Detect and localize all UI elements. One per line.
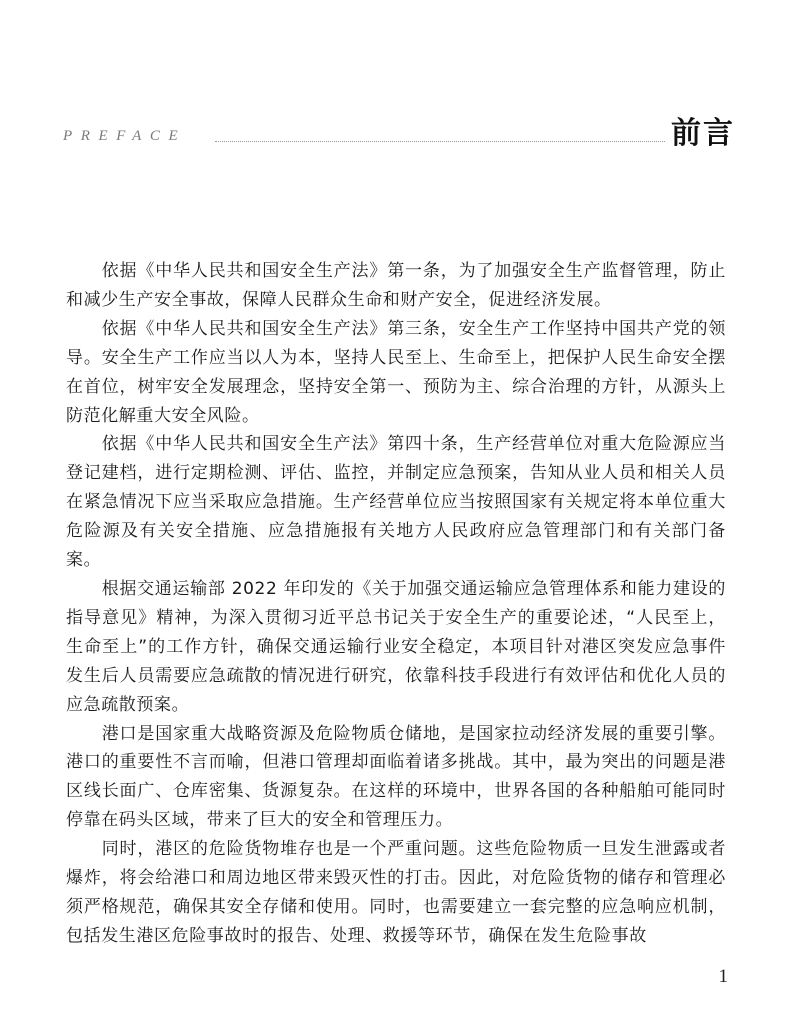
paragraph-5: 港口是国家重大战略资源及危险物质仓储地，是国家拉动经济发展的重要引擎。港口的重要性不言而喻，但港口管理却面临着诸多挑战。其中，最为突出的问题是港区线长面广、仓库密集、货源复杂。在这样的环境中，世界各国的各种船舶可能同时停靠在码头区域，带来了巨大的安全和管理压力。	[66, 723, 726, 831]
preface-body	[66, 257, 726, 951]
page-number: 1	[718, 966, 728, 987]
paragraph-1: 依据《中华人民共和国安全生产法》第一条，为了加强安全生产监督管理，防止和减少生产安全事故，保障人民群众生命和财产安全，促进经济发展。	[66, 261, 726, 310]
paragraph-4: 根据交通运输部 2022 年印发的《关于加强交通运输应急管理体系和能力建设的指导意见》精神，为深入贯彻习近平总书记关于安全生产的重要论述，“人民至上，生命至上”的工作方针，确保交通运输行业安全稳定，本项目针对港区突发应急事件发生后人员需要应急疏散的情况进行研究，依靠科技手段进行有效评估和优化人员的应急疏散预案。	[66, 578, 726, 715]
page-title: 前言	[671, 116, 735, 151]
paragraph-6: 同时，港区的危险货物堆存也是一个严重问题。这些危险物质一旦发生泄露或者爆炸，将会给港口和周边地区带来毁灭性的打击。因此，对危险货物的储存和管理必须严格规范，确保其安全存储和使用。同时，也需要建立一套完整的应急响应机制，包括发生港区危险事故时的报告、处理、救援等环节，确保在发生危险事故	[66, 839, 726, 946]
dotted-divider	[215, 141, 665, 142]
preface-english-title: PREFACE	[63, 128, 187, 144]
paragraph-2: 依据《中华人民共和国安全生产法》第三条，安全生产工作坚持中国共产党的领导。安全生产工作应当以人为本，坚持人民至上、生命至上，把保护人民生命安全摆在首位，树牢安全发展理念，坚持安全第一、预防为主、综合治理的方针，从源头上防范化解重大安全风险。	[66, 318, 726, 426]
preface-header	[63, 108, 735, 152]
paragraph-3: 依据《中华人民共和国安全生产法》第四十条，生产经营单位对重大危险源应当登记建档，进行定期检测、评估、监控，并制定应急预案，告知从业人员和相关人员在紧急情况下应当采取应急措施。生产经营单位应当按照国家有关规定将本单位重大危险源及有关安全措施、应急措施报有关地方人民政府应急管理部门和有关部门备案。	[66, 434, 726, 571]
